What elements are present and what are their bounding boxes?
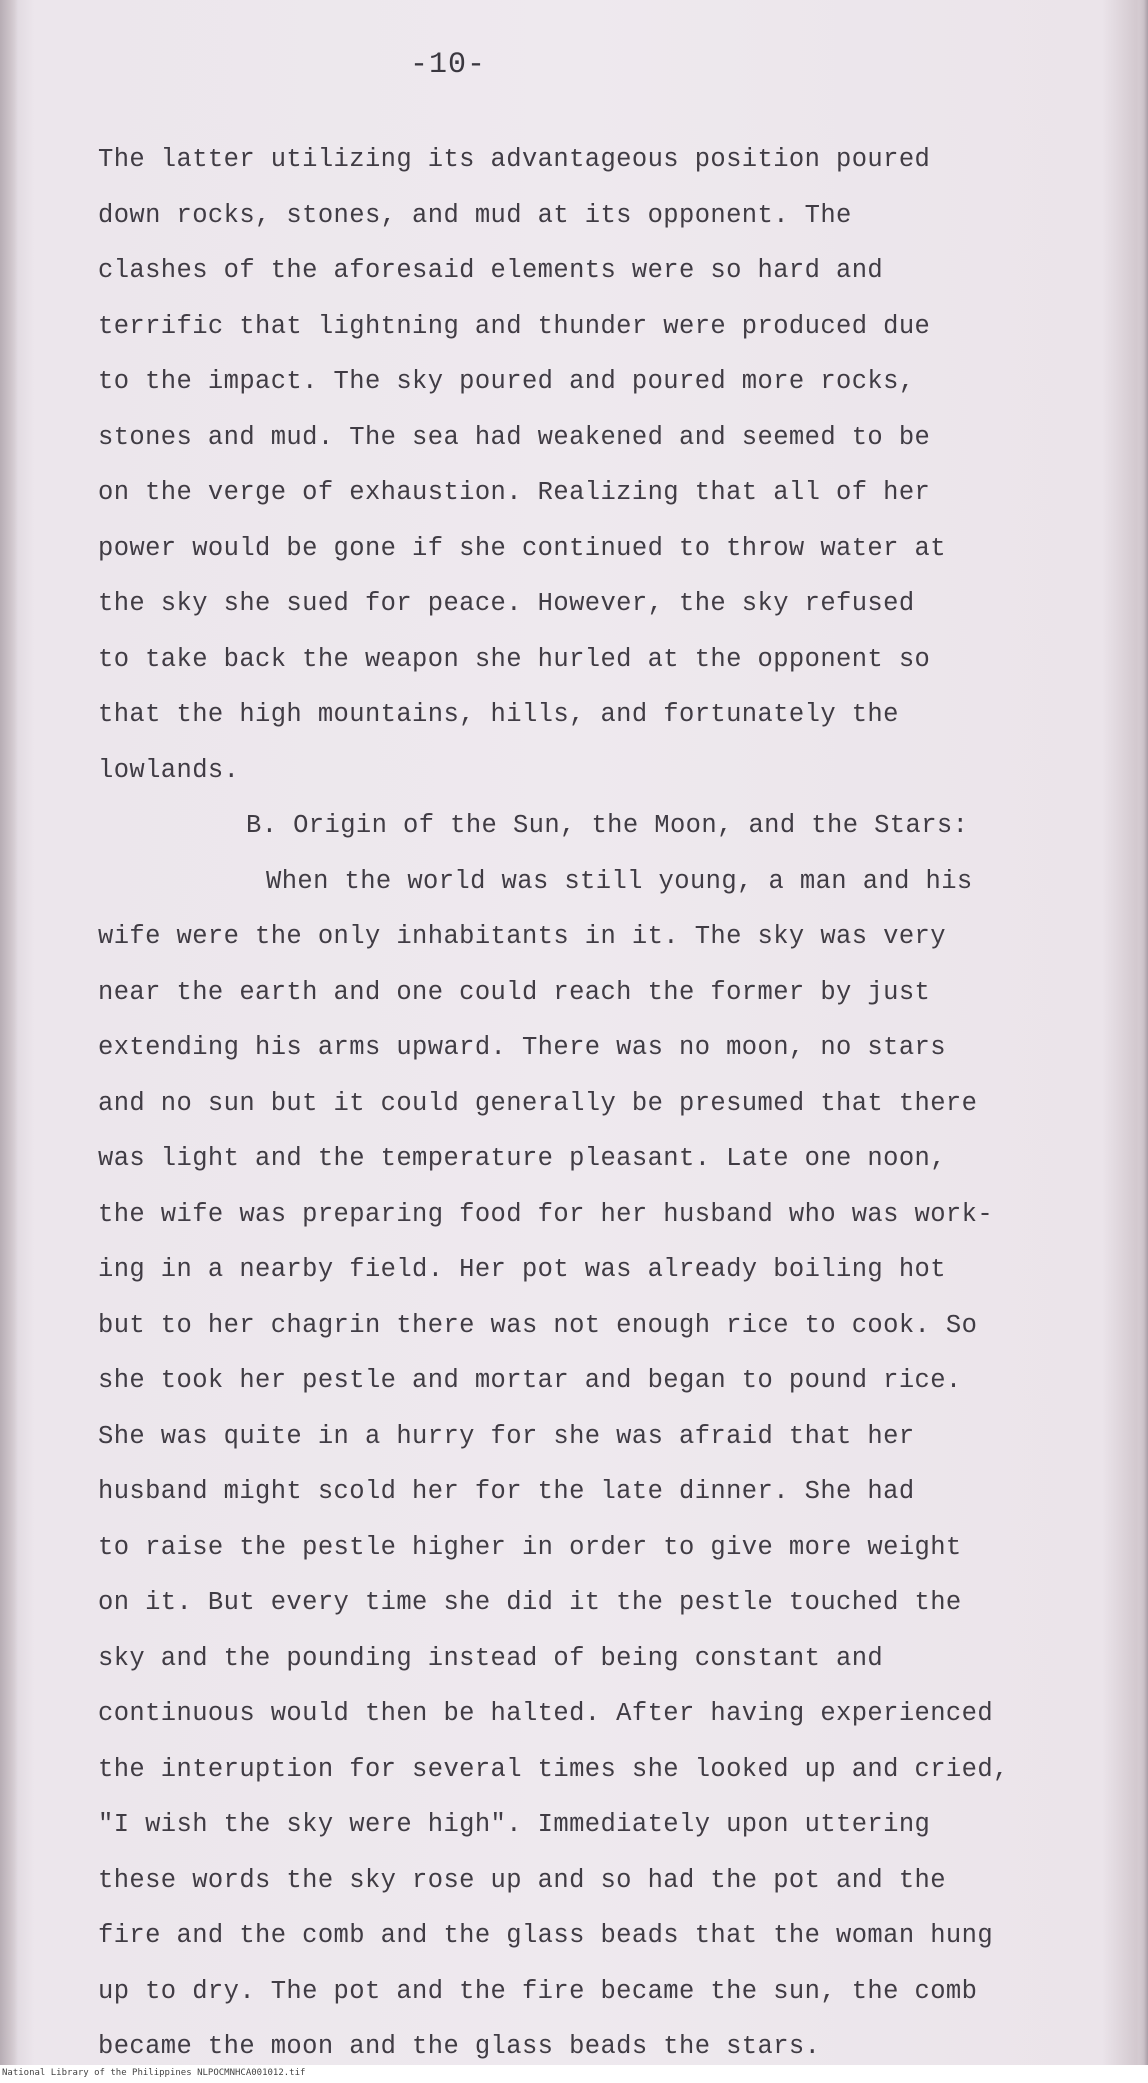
text-line: stones and mud. The sea had weakened and seemed to be <box>98 422 931 452</box>
body-text <box>98 132 1048 2075</box>
text-line: wife were the only inhabitants in it. The sky was very <box>98 922 946 951</box>
text-line: to take back the weapon she hurled at the opponent so <box>98 644 931 674</box>
text-line: sky and the pounding instead of being constant and <box>98 1643 884 1673</box>
text-line: "I wish the sky were high". Immediately upon uttering <box>98 1810 931 1839</box>
binding-shadow <box>0 0 18 2065</box>
page-edge <box>1138 0 1148 2065</box>
section-heading: B. Origin of the Sun, the Moon, and the Stars: <box>246 811 969 840</box>
text-line: the wife was preparing food for her husband who was work- <box>98 1199 994 1229</box>
text-line: extending his arms upward. There was no moon, no stars <box>98 1033 946 1062</box>
text-line: lowlands. <box>98 755 240 785</box>
page-number: -10- <box>410 48 487 82</box>
text-line: that the high mountains, hills, and fortunately the <box>98 700 899 729</box>
text-line: The latter utilizing its advantageous position poured <box>98 145 931 174</box>
text-line: When the world was still young, a man and his <box>266 866 973 896</box>
text-line: clashes of the aforesaid elements were so hard and <box>98 256 884 285</box>
text-line: the sky she sued for peace. However, the sky refused <box>98 589 915 618</box>
text-line: the interuption for several times she looked up and cried, <box>98 1754 1009 1784</box>
footer-caption: National Library of the Philippines NLPOCMNHCA001012.tif <box>2 2068 306 2078</box>
text-line: power would be gone if she continued to throw water at <box>98 533 946 563</box>
text-line: to raise the pestle higher in order to give more weight <box>98 1532 962 1562</box>
text-line: fire and the comb and the glass beads that the woman hung <box>98 1921 994 1950</box>
text-line: continuous would then be halted. After having experienced <box>98 1699 994 1728</box>
text-line: she took her pestle and mortar and began to pound rice. <box>98 1366 962 1395</box>
scan-footer <box>0 2065 1148 2083</box>
text-line: near the earth and one could reach the former by just <box>98 977 931 1007</box>
text-line: but to her chagrin there was not enough rice to cook. So <box>98 1310 978 1340</box>
text-line: ing in a nearby field. Her pot was already boiling hot <box>98 1255 946 1284</box>
text-line: up to dry. The pot and the fire became the sun, the comb <box>98 1976 978 2006</box>
text-line: husband might scold her for the late dinner. She had <box>98 1477 915 1506</box>
text-line: She was quite in a hurry for she was afraid that her <box>98 1421 915 1451</box>
text-line: on the verge of exhaustion. Realizing that all of her <box>98 478 931 507</box>
text-line: down rocks, stones, and mud at its opponent. The <box>98 200 852 230</box>
text-line: was light and the temperature pleasant. Late one noon, <box>98 1144 946 1173</box>
text-line: to the impact. The sky poured and poured more rocks, <box>98 367 915 396</box>
text-line: terrific that lightning and thunder were produced due <box>98 311 931 341</box>
text-line: and no sun but it could generally be presumed that there <box>98 1088 978 1118</box>
text-line: on it. But every time she did it the pestle touched the <box>98 1588 962 1617</box>
text-line: these words the sky rose up and so had the pot and the <box>98 1865 946 1895</box>
text-line: became the moon and the glass beads the stars. <box>98 2032 821 2061</box>
